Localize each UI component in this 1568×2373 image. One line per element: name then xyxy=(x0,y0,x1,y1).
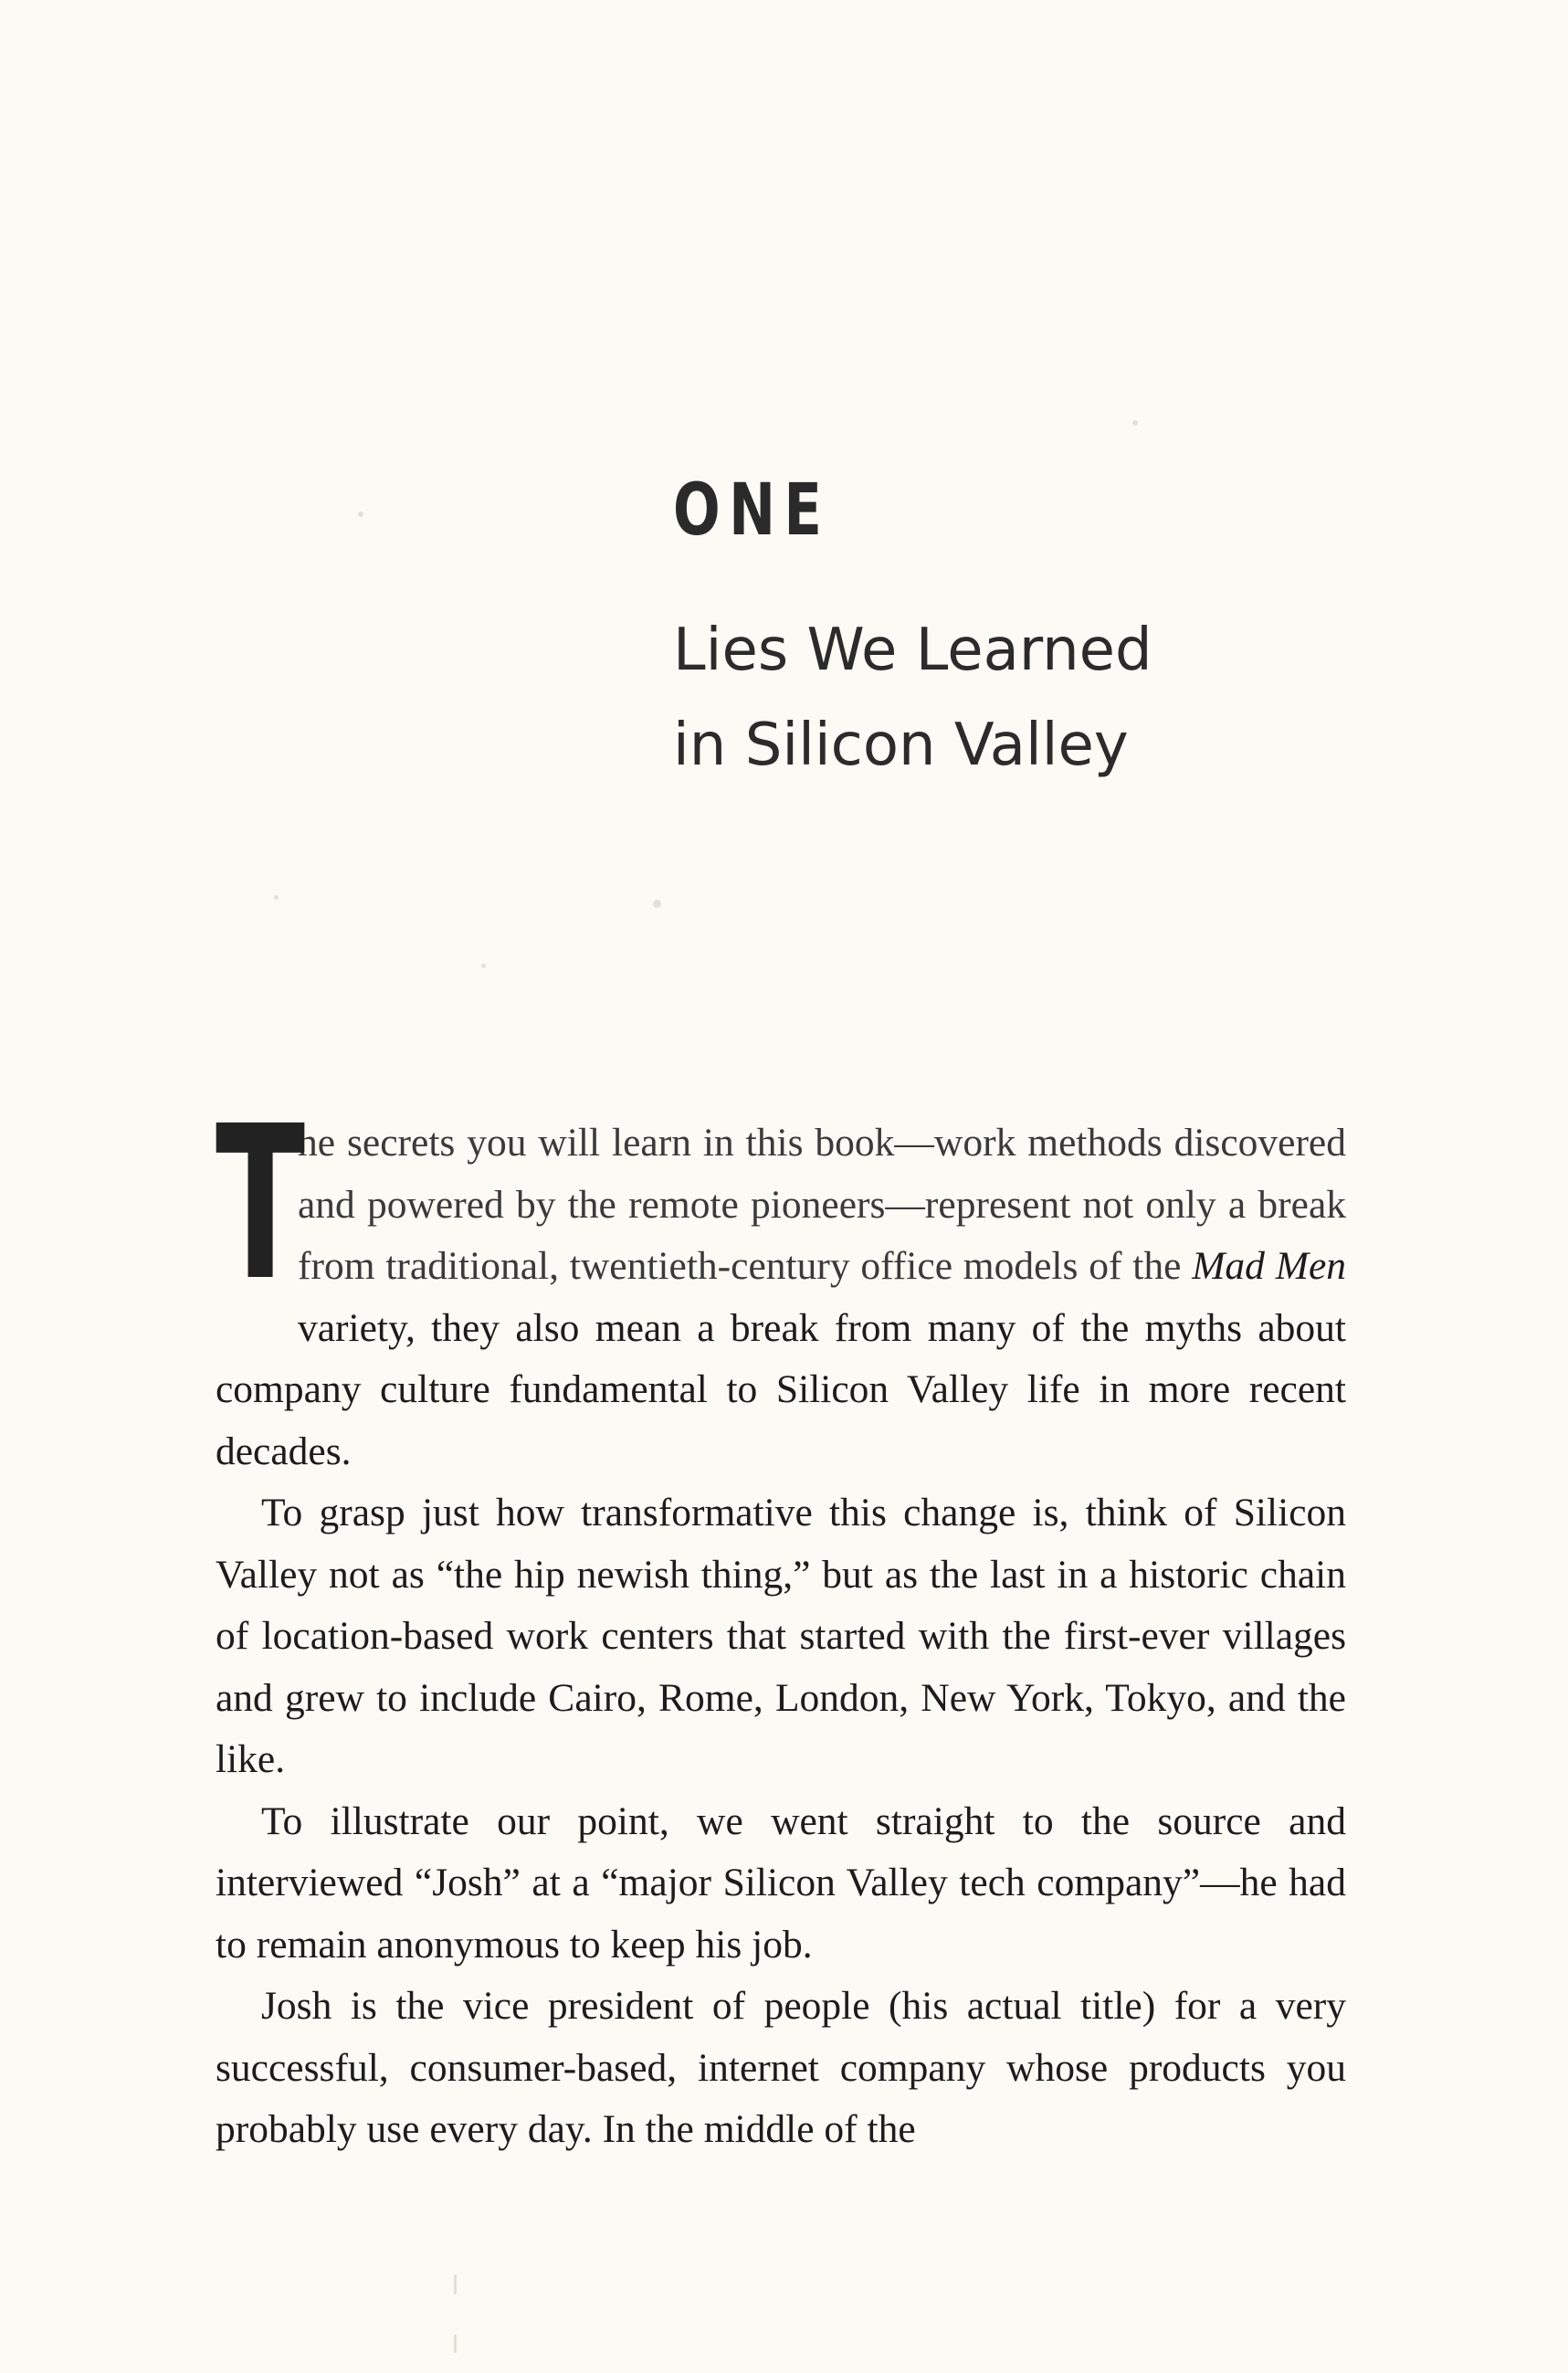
scan-speck xyxy=(653,900,661,908)
chapter-title-line-1: Lies We Learned xyxy=(673,617,1152,684)
paragraph-1 xyxy=(216,1081,1347,1482)
book-title-italic: Mad Men xyxy=(1192,1244,1347,1288)
paragraph-3: To illustrate our point, we went straight to the source and interviewed “Josh” at a “major Silicon Valley tech company”—he had to remain anonymous to keep his job. xyxy=(216,1798,1346,1967)
body-text xyxy=(216,1081,1347,2161)
chapter-title-line-2: in Silicon Valley xyxy=(673,712,1129,779)
scan-speck xyxy=(454,2335,457,2353)
paragraph-1-rest: variety, they also mean a break from many of the myths about company culture fundamental to Silicon Valley life in more recent decades. xyxy=(216,1305,1346,1473)
scan-speck xyxy=(274,895,279,900)
scan-speck xyxy=(454,2274,457,2294)
scan-speck xyxy=(358,512,363,517)
paragraph-1-lead: he secrets you will learn in this book—work methods discovered and powered by the remote pioneers—represent not only a break from traditional, twentieth-century office models of the xyxy=(298,1121,1346,1288)
chapter-number: ONE xyxy=(673,469,831,552)
scan-speck xyxy=(481,964,486,968)
drop-cap: T xyxy=(216,1081,306,1327)
chapter-title xyxy=(673,603,1152,793)
paragraph-4: Josh is the vice president of people (his actual title) for a very successful, consumer-based, internet company whose products you probably use every day. In the middle of the xyxy=(216,1984,1346,2151)
paragraph-2: To grasp just how transformative this change is, think of Silicon Valley not as “the hip newish thing,” but as the last in a historic chain of location-based work centers that started with the first-ever villages and grew to include Cairo, Rome, London, New York, Tokyo, and the like. xyxy=(216,1491,1346,1781)
scan-speck xyxy=(1132,420,1138,426)
